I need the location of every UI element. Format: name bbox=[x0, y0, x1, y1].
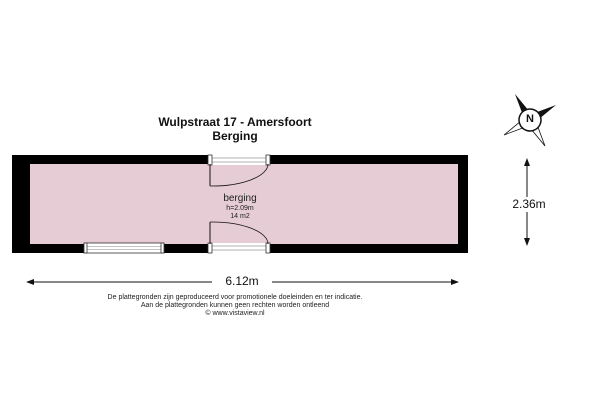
room-name: berging bbox=[223, 193, 257, 204]
north-label: N bbox=[526, 113, 534, 125]
disclaimer-copyright: © www.vistaview.nl bbox=[205, 310, 265, 317]
room-area: 14 m2 bbox=[230, 213, 250, 220]
room-height: h=2.09m bbox=[226, 205, 254, 212]
room-floor bbox=[30, 164, 458, 244]
depth-dimension-label: 2.36m bbox=[504, 197, 554, 211]
disclaimer-line-1: De plattegronden zijn geproduceerd voor promotionele doeleinden en ter indicatie. bbox=[107, 294, 363, 301]
width-dimension-label: 6.12m bbox=[212, 274, 272, 288]
address-title: Wulpstraat 17 - Amersfoort bbox=[158, 115, 312, 129]
bottom-window bbox=[84, 243, 164, 253]
floor-title: Berging bbox=[212, 129, 258, 143]
disclaimer-line-2: Aan de plattegronden kunnen geen rechten worden ontleend bbox=[140, 302, 330, 309]
